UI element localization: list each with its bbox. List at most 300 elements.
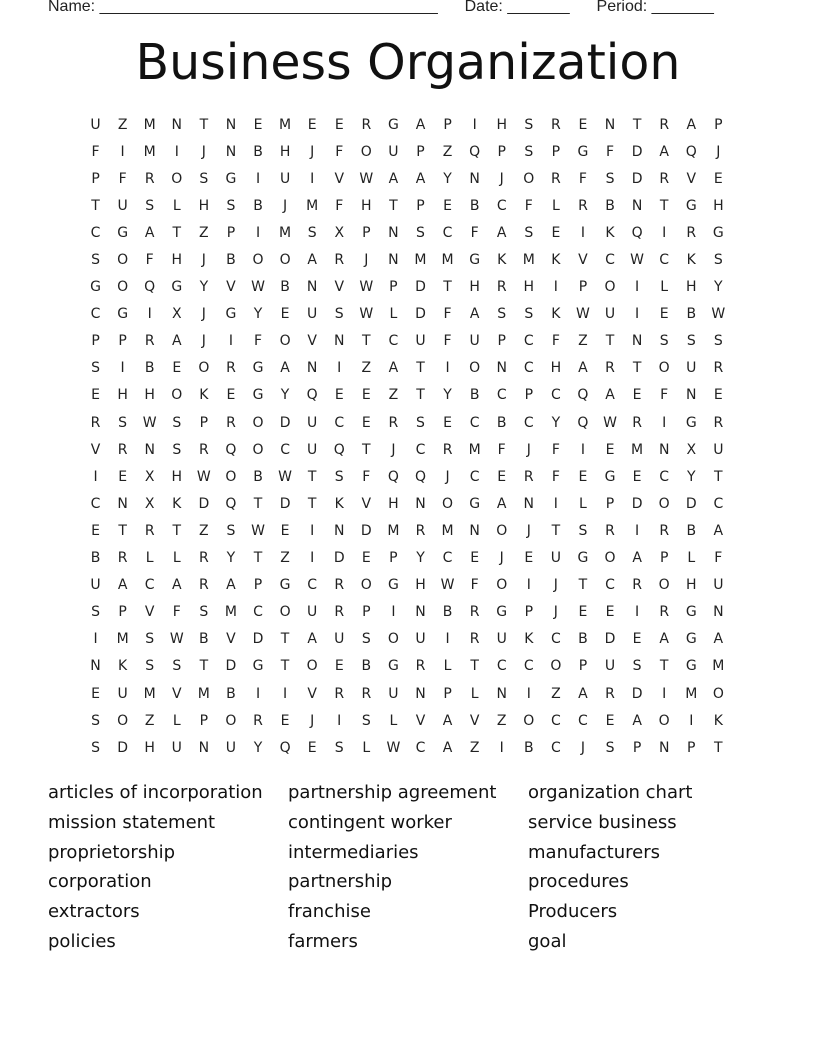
grid-letter[interactable]: O [523, 170, 535, 187]
grid-letter[interactable]: O [252, 441, 264, 458]
grid-letter[interactable]: G [387, 116, 399, 133]
grid-letter[interactable]: W [603, 414, 617, 431]
grid-letter[interactable]: B [90, 550, 101, 567]
grid-letter[interactable]: U [307, 441, 318, 458]
grid-letter[interactable]: F [578, 170, 587, 187]
grid-letter[interactable]: T [362, 441, 371, 458]
grid-letter[interactable]: I [662, 224, 667, 241]
grid-letter[interactable]: Z [469, 739, 480, 756]
grid-letter[interactable]: O [360, 143, 372, 160]
grid-letter[interactable]: V [334, 170, 345, 187]
grid-letter[interactable]: R [551, 170, 561, 187]
grid-letter[interactable]: N [117, 495, 128, 512]
grid-letter[interactable]: R [523, 468, 534, 485]
grid-letter[interactable]: B [361, 658, 372, 675]
grid-letter[interactable]: Y [253, 306, 263, 323]
grid-letter[interactable]: Y [226, 550, 236, 567]
grid-letter[interactable]: J [201, 333, 206, 350]
grid-letter[interactable]: J [201, 143, 206, 160]
grid-letter[interactable]: O [658, 360, 670, 377]
grid-letter[interactable]: J [445, 468, 450, 485]
grid-letter[interactable]: Y [443, 387, 452, 404]
grid-letter[interactable]: S [632, 658, 642, 675]
grid-letter[interactable]: R [659, 116, 670, 133]
grid-letter[interactable]: U [686, 360, 697, 377]
grid-letter[interactable]: Q [387, 468, 399, 485]
grid-letter[interactable]: A [171, 577, 182, 594]
grid-letter[interactable]: P [416, 197, 425, 214]
grid-letter[interactable]: I [662, 414, 667, 431]
grid-letter[interactable]: W [278, 468, 292, 485]
grid-letter[interactable]: G [117, 306, 129, 323]
grid-letter[interactable]: O [496, 522, 508, 539]
grid-letter[interactable]: D [117, 739, 128, 756]
grid-letter[interactable]: R [334, 685, 345, 702]
grid-letter[interactable]: J [310, 143, 315, 160]
grid-letter[interactable]: R [632, 414, 642, 431]
grid-letter[interactable]: S [145, 658, 155, 675]
grid-letter[interactable]: L [172, 197, 181, 214]
grid-letter[interactable]: C [578, 712, 588, 729]
grid-letter[interactable]: U [713, 441, 724, 458]
grid-letter[interactable]: E [524, 550, 534, 567]
grid-letter[interactable]: H [171, 252, 183, 269]
grid-letter[interactable]: N [306, 360, 318, 377]
grid-letter[interactable]: S [172, 414, 182, 431]
grid-letter[interactable]: M [414, 252, 427, 269]
grid-letter[interactable]: O [523, 712, 535, 729]
grid-letter[interactable]: S [334, 468, 344, 485]
grid-letter[interactable]: U [604, 658, 616, 675]
grid-letter[interactable]: H [713, 197, 724, 214]
grid-letter[interactable]: V [334, 279, 345, 296]
grid-letter[interactable]: G [685, 414, 697, 431]
grid-letter[interactable]: F [172, 604, 181, 621]
grid-letter[interactable]: C [713, 495, 724, 512]
grid-letter[interactable]: C [90, 495, 101, 512]
grid-letter[interactable]: Y [416, 550, 425, 567]
grid-letter[interactable]: E [632, 631, 642, 648]
grid-letter[interactable]: E [307, 116, 317, 133]
grid-letter[interactable]: U [171, 739, 182, 756]
grid-letter[interactable]: N [631, 197, 643, 214]
grid-letter[interactable]: R [334, 577, 345, 594]
grid-letter[interactable]: E [361, 414, 371, 431]
grid-letter[interactable]: R [659, 170, 670, 187]
grid-letter[interactable]: R [496, 279, 507, 296]
grid-letter[interactable]: R [605, 685, 615, 702]
grid-letter[interactable]: S [91, 712, 100, 729]
grid-letter[interactable]: F [714, 550, 723, 567]
grid-letter[interactable]: G [252, 658, 264, 675]
grid-letter[interactable]: U [117, 197, 128, 214]
grid-letter[interactable]: Y [199, 279, 209, 296]
grid-letter[interactable]: G [604, 468, 616, 485]
grid-letter[interactable]: V [144, 604, 155, 621]
grid-letter[interactable]: S [91, 604, 100, 621]
grid-letter[interactable]: J [553, 604, 558, 621]
grid-letter[interactable]: L [389, 712, 398, 729]
grid-letter[interactable]: P [362, 224, 371, 241]
grid-letter[interactable]: F [470, 224, 479, 241]
grid-letter[interactable]: I [93, 468, 98, 485]
grid-letter[interactable]: N [496, 360, 507, 377]
grid-letter[interactable]: O [117, 712, 129, 729]
grid-letter[interactable]: T [443, 279, 452, 296]
grid-letter[interactable]: C [605, 577, 615, 594]
grid-letter[interactable]: R [469, 604, 480, 621]
period-field-label[interactable]: Period: _______ [596, 0, 714, 15]
grid-letter[interactable]: D [252, 631, 264, 648]
grid-letter[interactable]: B [199, 631, 209, 648]
grid-letter[interactable]: T [172, 522, 182, 539]
grid-letter[interactable]: T [714, 468, 723, 485]
grid-letter[interactable]: Z [144, 712, 155, 729]
grid-letter[interactable]: P [497, 333, 506, 350]
grid-letter[interactable]: H [685, 279, 697, 296]
grid-letter[interactable]: Z [199, 224, 209, 241]
grid-letter[interactable]: E [280, 522, 290, 539]
grid-letter[interactable]: E [361, 387, 371, 404]
grid-letter[interactable]: F [470, 577, 479, 594]
grid-letter[interactable]: T [416, 360, 425, 377]
grid-letter[interactable]: Q [631, 224, 643, 241]
grid-letter[interactable]: P [687, 739, 696, 756]
grid-letter[interactable]: N [225, 116, 237, 133]
grid-letter[interactable]: J [201, 306, 206, 323]
grid-letter[interactable]: W [142, 414, 157, 431]
grid-letter[interactable]: A [388, 360, 399, 377]
grid-letter[interactable]: E [361, 550, 371, 567]
grid-letter[interactable]: C [550, 631, 561, 648]
grid-letter[interactable]: W [251, 522, 265, 539]
grid-letter[interactable]: E [497, 468, 507, 485]
grid-letter[interactable]: G [387, 577, 399, 594]
grid-letter[interactable]: O [360, 577, 372, 594]
grid-letter[interactable]: G [387, 658, 399, 675]
grid-letter[interactable]: R [442, 441, 453, 458]
grid-letter[interactable]: I [391, 604, 396, 621]
grid-letter[interactable]: U [117, 685, 128, 702]
grid-letter[interactable]: O [658, 495, 670, 512]
grid-letter[interactable]: R [117, 441, 128, 458]
grid-letter[interactable]: M [712, 658, 725, 675]
grid-letter[interactable]: A [171, 333, 182, 350]
grid-letter[interactable]: S [307, 224, 317, 241]
grid-letter[interactable]: Q [577, 387, 589, 404]
grid-letter[interactable]: P [226, 224, 236, 241]
grid-letter[interactable]: R [713, 414, 724, 431]
grid-letter[interactable]: F [443, 333, 452, 350]
grid-letter[interactable]: V [90, 441, 101, 458]
grid-letter[interactable]: W [440, 577, 455, 594]
grid-letter[interactable]: I [635, 522, 640, 539]
grid-letter[interactable]: A [415, 170, 426, 187]
grid-letter[interactable]: A [578, 360, 588, 377]
grid-letter[interactable]: S [91, 252, 100, 269]
grid-letter[interactable]: E [605, 441, 615, 458]
grid-letter[interactable]: E [605, 604, 615, 621]
grid-letter[interactable]: F [551, 468, 560, 485]
grid-letter[interactable]: X [144, 495, 155, 512]
grid-letter[interactable]: M [143, 116, 156, 133]
grid-letter[interactable]: A [415, 116, 426, 133]
grid-letter[interactable]: J [499, 550, 504, 567]
grid-letter[interactable]: W [359, 306, 374, 323]
grid-letter[interactable]: N [523, 495, 535, 512]
grid-letter[interactable]: O [442, 495, 454, 512]
grid-letter[interactable]: T [659, 658, 669, 675]
grid-letter[interactable]: V [415, 712, 426, 729]
grid-letter[interactable]: K [524, 631, 534, 648]
grid-letter[interactable]: A [144, 224, 155, 241]
grid-letter[interactable]: P [578, 658, 588, 675]
grid-letter[interactable]: E [334, 116, 344, 133]
name-field-label[interactable]: Name: ______________________________________ [48, 0, 438, 15]
grid-letter[interactable]: C [523, 414, 534, 431]
grid-letter[interactable]: S [605, 170, 615, 187]
grid-letter[interactable]: T [416, 387, 425, 404]
grid-letter[interactable]: O [252, 414, 264, 431]
grid-letter[interactable]: P [578, 279, 588, 296]
grid-letter[interactable]: D [360, 522, 372, 539]
grid-letter[interactable]: F [551, 441, 560, 458]
grid-letter[interactable]: N [469, 170, 480, 187]
grid-letter[interactable]: S [578, 522, 588, 539]
grid-letter[interactable]: P [362, 604, 371, 621]
grid-letter[interactable]: Y [551, 414, 561, 431]
grid-letter[interactable]: S [605, 739, 615, 756]
grid-letter[interactable]: I [635, 279, 640, 296]
grid-letter[interactable]: E [713, 170, 723, 187]
grid-letter[interactable]: O [279, 333, 291, 350]
word-search-grid[interactable] [82, 111, 732, 761]
grid-letter[interactable]: T [307, 468, 317, 485]
grid-letter[interactable]: R [117, 550, 128, 567]
grid-letter[interactable]: I [93, 631, 98, 648]
grid-letter[interactable]: E [118, 468, 128, 485]
grid-letter[interactable]: A [280, 360, 290, 377]
grid-letter[interactable]: O [225, 468, 237, 485]
grid-letter[interactable]: Q [225, 495, 237, 512]
grid-letter[interactable]: H [117, 387, 128, 404]
grid-letter[interactable]: R [226, 414, 236, 431]
grid-letter[interactable]: M [116, 631, 129, 648]
grid-letter[interactable]: L [443, 658, 452, 675]
grid-letter[interactable]: H [685, 577, 697, 594]
grid-letter[interactable]: I [635, 306, 640, 323]
grid-letter[interactable]: B [253, 143, 263, 160]
grid-letter[interactable]: H [550, 360, 562, 377]
grid-letter[interactable]: U [388, 685, 399, 702]
grid-letter[interactable]: O [604, 550, 616, 567]
grid-letter[interactable]: H [469, 279, 480, 296]
grid-letter[interactable]: O [279, 604, 291, 621]
grid-letter[interactable]: T [659, 197, 669, 214]
grid-letter[interactable]: S [172, 441, 182, 458]
grid-letter[interactable]: F [335, 197, 344, 214]
grid-letter[interactable]: L [362, 739, 371, 756]
grid-letter[interactable]: N [686, 387, 697, 404]
grid-letter[interactable]: A [632, 550, 642, 567]
grid-letter[interactable]: P [524, 387, 534, 404]
grid-letter[interactable]: C [496, 658, 507, 675]
grid-letter[interactable]: L [551, 197, 560, 214]
grid-letter[interactable]: L [389, 306, 398, 323]
grid-letter[interactable]: R [659, 522, 670, 539]
grid-letter[interactable]: C [523, 360, 534, 377]
grid-letter[interactable]: P [199, 712, 209, 729]
grid-letter[interactable]: S [713, 252, 723, 269]
grid-letter[interactable]: C [442, 550, 453, 567]
grid-letter[interactable]: U [307, 306, 318, 323]
grid-letter[interactable]: U [496, 631, 507, 648]
grid-letter[interactable]: A [307, 631, 317, 648]
grid-letter[interactable]: D [631, 685, 643, 702]
grid-letter[interactable]: E [280, 712, 290, 729]
grid-letter[interactable]: M [522, 252, 535, 269]
grid-letter[interactable]: G [685, 604, 697, 621]
grid-letter[interactable]: C [550, 712, 561, 729]
grid-letter[interactable]: E [172, 360, 182, 377]
grid-letter[interactable]: N [171, 116, 183, 133]
grid-letter[interactable]: O [387, 631, 399, 648]
grid-letter[interactable]: A [578, 685, 588, 702]
grid-letter[interactable]: P [632, 739, 642, 756]
grid-letter[interactable]: P [118, 333, 127, 350]
grid-letter[interactable]: H [388, 495, 399, 512]
grid-letter[interactable]: D [279, 414, 291, 431]
grid-letter[interactable]: B [226, 252, 236, 269]
grid-letter[interactable]: A [659, 143, 669, 160]
grid-letter[interactable]: R [144, 333, 155, 350]
grid-letter[interactable]: V [469, 712, 480, 729]
grid-letter[interactable]: I [228, 333, 233, 350]
grid-letter[interactable]: R [415, 522, 426, 539]
grid-letter[interactable]: W [711, 306, 726, 323]
grid-letter[interactable]: D [198, 495, 210, 512]
grid-letter[interactable]: R [551, 116, 561, 133]
grid-letter[interactable]: X [144, 468, 155, 485]
grid-letter[interactable]: I [120, 360, 125, 377]
grid-letter[interactable]: N [225, 143, 237, 160]
grid-letter[interactable]: E [578, 604, 588, 621]
grid-letter[interactable]: F [91, 143, 100, 160]
grid-letter[interactable]: D [631, 170, 643, 187]
grid-letter[interactable]: B [469, 387, 480, 404]
grid-letter[interactable]: R [334, 604, 345, 621]
grid-letter[interactable]: C [415, 739, 426, 756]
grid-letter[interactable]: Q [144, 279, 156, 296]
grid-letter[interactable]: E [334, 387, 344, 404]
grid-letter[interactable]: V [226, 279, 236, 296]
grid-letter[interactable]: M [224, 604, 237, 621]
grid-letter[interactable]: E [632, 468, 642, 485]
grid-letter[interactable]: M [631, 441, 644, 458]
grid-letter[interactable]: Y [443, 170, 452, 187]
grid-letter[interactable]: I [310, 170, 315, 187]
grid-letter[interactable]: O [658, 712, 670, 729]
grid-letter[interactable]: B [253, 197, 263, 214]
grid-letter[interactable]: F [118, 170, 127, 187]
grid-letter[interactable]: C [496, 387, 507, 404]
grid-letter[interactable]: R [605, 522, 615, 539]
grid-letter[interactable]: S [118, 414, 128, 431]
grid-letter[interactable]: O [171, 170, 183, 187]
grid-letter[interactable]: S [659, 333, 669, 350]
grid-letter[interactable]: F [362, 468, 371, 485]
grid-letter[interactable]: P [91, 333, 100, 350]
grid-letter[interactable]: Q [414, 468, 426, 485]
grid-letter[interactable]: P [714, 116, 723, 133]
grid-letter[interactable]: T [578, 577, 588, 594]
grid-letter[interactable]: I [553, 279, 558, 296]
grid-letter[interactable]: P [253, 577, 263, 594]
grid-letter[interactable]: H [198, 197, 210, 214]
grid-letter[interactable]: C [144, 577, 155, 594]
grid-letter[interactable]: L [579, 495, 587, 512]
grid-letter[interactable]: Z [199, 522, 209, 539]
date-field-label[interactable]: Date: _______ [464, 0, 570, 15]
grid-letter[interactable]: F [443, 306, 452, 323]
grid-letter[interactable]: C [90, 306, 101, 323]
grid-letter[interactable]: Z [551, 685, 561, 702]
grid-letter[interactable]: U [604, 306, 616, 323]
grid-letter[interactable]: O [171, 387, 183, 404]
grid-letter[interactable]: H [415, 577, 426, 594]
grid-letter[interactable]: K [118, 658, 128, 675]
grid-letter[interactable]: T [172, 224, 182, 241]
grid-letter[interactable]: R [144, 522, 155, 539]
grid-letter[interactable]: N [415, 604, 426, 621]
grid-letter[interactable]: T [362, 333, 371, 350]
grid-letter[interactable]: G [225, 306, 237, 323]
grid-letter[interactable]: M [441, 252, 454, 269]
grid-letter[interactable]: W [630, 252, 645, 269]
grid-letter[interactable]: H [496, 116, 507, 133]
grid-letter[interactable]: G [90, 279, 101, 296]
grid-letter[interactable]: J [201, 252, 206, 269]
grid-letter[interactable]: A [442, 712, 453, 729]
grid-letter[interactable]: E [713, 387, 723, 404]
grid-letter[interactable]: R [605, 360, 615, 377]
grid-letter[interactable]: Q [469, 143, 481, 160]
grid-letter[interactable]: N [334, 522, 345, 539]
grid-letter[interactable]: F [335, 143, 344, 160]
grid-letter[interactable]: C [550, 387, 561, 404]
grid-letter[interactable]: D [604, 631, 616, 648]
grid-letter[interactable]: B [144, 360, 155, 377]
grid-letter[interactable]: K [551, 252, 561, 269]
grid-letter[interactable]: F [605, 143, 615, 160]
grid-letter[interactable]: N [604, 116, 616, 133]
grid-letter[interactable]: O [550, 658, 562, 675]
grid-letter[interactable]: T [199, 658, 209, 675]
grid-letter[interactable]: I [147, 306, 152, 323]
grid-letter[interactable]: U [388, 143, 399, 160]
grid-letter[interactable]: I [310, 550, 315, 567]
grid-letter[interactable]: B [226, 685, 236, 702]
grid-letter[interactable]: E [605, 712, 615, 729]
grid-letter[interactable]: I [689, 712, 694, 729]
grid-letter[interactable]: P [605, 495, 615, 512]
grid-letter[interactable]: M [279, 224, 292, 241]
grid-letter[interactable]: R [198, 577, 209, 594]
grid-letter[interactable]: J [716, 143, 721, 160]
grid-letter[interactable]: B [253, 468, 263, 485]
grid-letter[interactable]: P [416, 143, 425, 160]
grid-letter[interactable]: W [359, 170, 374, 187]
